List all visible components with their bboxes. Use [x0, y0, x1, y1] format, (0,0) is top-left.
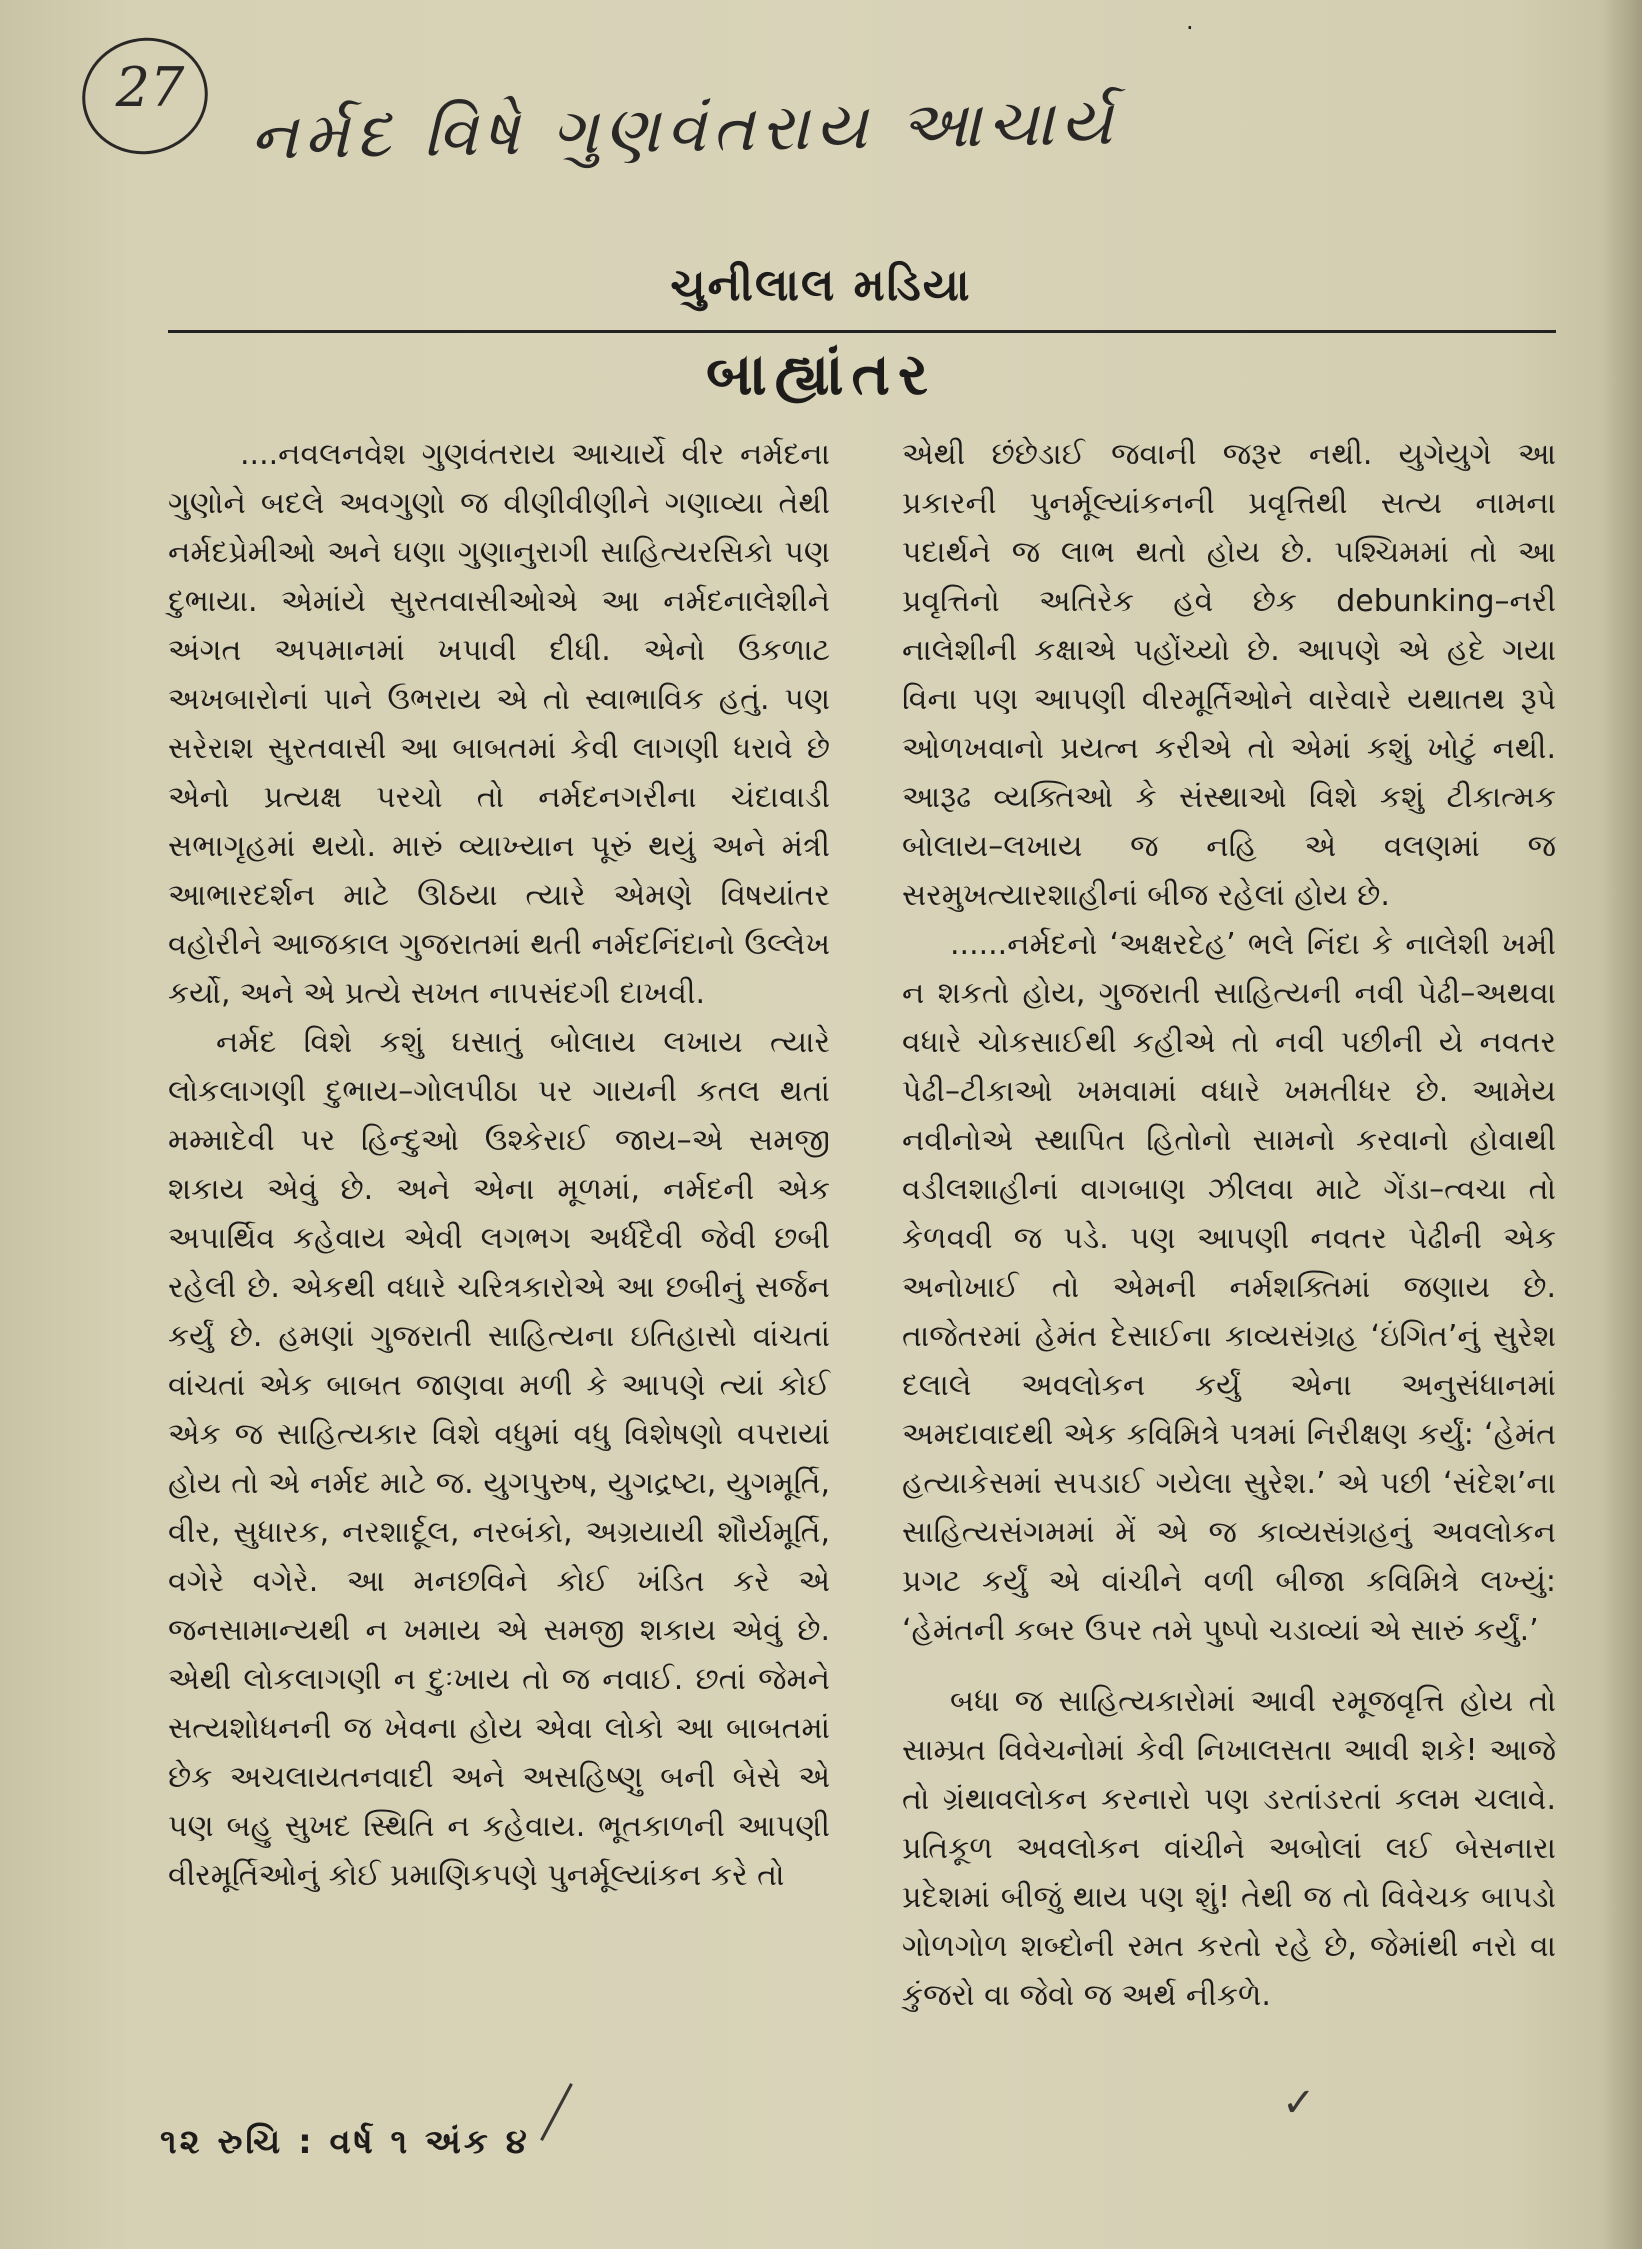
- header-rule: [168, 330, 1556, 333]
- author-name: ચુનીલાલ મડિયા: [670, 260, 972, 311]
- paragraph: એથી છંછેડાઈ જવાની જરૂર નથી. યુગેયુગે આ પ્રકારની પુનર્મૂલ્યાંકનની પ્રવૃત્તિથી સત્ય નામના પદાર્થને જ લાભ થતો હોય છે. પશ્ચિમમાં તો આ પ્રવૃત્તિનો અતિરેક હવે છેક debunking–નરી નાલેશીની કક્ષાએ પહોંચ્યો છે. આપણે એ હદે ગયા વિના પણ આપણી વીરમૂર્તિઓને વારેવારે યથાતથ રૂપે ઓળખવાનો પ્રયત્ન કરીએ તો એમાં કશું ખોટું નથી. આરૂઢ વ્યક્તિઓ કે સંસ્થાઓ વિશે કશું ટીકાત્મક બોલાય–લખાય જ નહિ એ વલણમાં જ સરમુખત્યારશાહીનાં બીજ રહેલાં હોય છે.: [902, 437, 1556, 913]
- handwritten-title: નર્મદ વિષે ગુણવંતરાય આચાર્ય: [249, 85, 1120, 175]
- paragraph: બધા જ સાહિત્યકારોમાં આવી રમૂજવૃત્તિ હોય તો સામ્પ્રત વિવેચનોમાં કેવી નિખાલસતા આવી શકે! આજે તો ગ્રંથાવલોકન કરનારો પણ ડરતાંડરતાં કલમ ચલાવે. પ્રતિકૂળ અવલોકન વાંચીને અબોલાં લઈ બેસનારા પ્રદેશમાં બીજું થાય પણ શું! તેથી જ તો વિવેચક બાપડો ગોળગોળ શબ્દોની રમત કરતો રહે છે, જેમાંથી નરો વા કુંજરો વા જેવો જ અર્થ નીકળે.: [902, 1684, 1556, 2013]
- speck: ·: [1186, 14, 1194, 42]
- paragraph: ....નવલનવેશ ગુણવંતરાય આચાર્યે વીર નર્મદના ગુણોને બદલે અવગુણો જ વીણીવીણીને ગણાવ્યા તેથી નર્મદપ્રેમીઓ અને ઘણા ગુણાનુરાગી સાહિત્યરસિકો પણ દુભાયા. એમાંયે સુરતવાસીઓએ આ નર્મદનાલેશીને અંગત અપમાનમાં ખપાવી દીધી. એનો ઉકળાટ અખબારોનાં પાને ઉભરાય એ તો સ્વાભાવિક હતું. પણ સરેરાશ સુરતવાસી આ બાબતમાં કેવી લાગણી ધરાવે છે એનો પ્રત્યક્ષ પરચો તો નર્મદનગરીના ચંદાવાડી સભાગૃહમાં થયો. મારું વ્યાખ્યાન પૂરું થયું અને મંત્રી આભારદર્શન માટે ઊઠયા ત્યારે એમણે વિષયાંતર વહોરીને આજકાલ ગુજરાતમાં થતી નર્મદનિંદાનો ઉલ્લેખ કર્યો, અને એ પ્રત્યે સખત નાપસંદગી દાખવી.: [168, 437, 830, 1011]
- page-footer: ૧૨ રુચિ : વર્ષ ૧ અંક ૪: [160, 2122, 530, 2162]
- paragraph: ......નર્મદનો ‘અક્ષરદેહ’ ભલે નિંદા કે નાલેશી ખમી ન શકતો હોય, ગુજરાતી સાહિત્યની નવી પેઢી–અથવા વધારે ચોકસાઈથી કહીએ તો નવી પછીની યે નવતર પેઢી–ટીકાઓ ખમવામાં વધારે ખમતીધર છે. આમેય નવીનોએ સ્થાપિત હિતોનો સામનો કરવાનો હોવાથી વડીલશાહીનાં વાગબાણ ઝીલવા માટે ગેંડા–ત્વચા તો કેળવવી જ પડે. પણ આપણી નવતર પેઢીની એક અનોખાઈ તો એમની નર્મશક્તિમાં જણાય છે. તાજેતરમાં હેમંત દેસાઈના કાવ્યસંગ્રહ ‘ઇંગિત’નું સુરેશ દલાલે અવલોકન કર્યું એના અનુસંધાનમાં અમદાવાદથી એક કવિમિત્રે પત્રમાં નિરીક્ષણ કર્યું: ‘હેમંત હત્યાકેસમાં સપડાઈ ગયેલા સુરેશ.’ એ પછી ‘સંદેશ’ના સાહિત્યસંગમમાં મેં એ જ કાવ્યસંગ્રહનું અવલોકન પ્રગટ કર્યું એ વાંચીને વળી બીજા કવિમિત્રે લખ્યું: ‘હેમંતની કબર ઉપર તમે પુષ્પો ચડાવ્યાં એ સારું કર્યું.’: [902, 927, 1556, 1648]
- column-heading: બાહ્યાંતર: [705, 340, 936, 408]
- handwritten-page-number: 27: [115, 56, 185, 119]
- page-edge-shadow: [1602, 0, 1642, 2249]
- paragraph: નર્મદ વિશે કશું ઘસાતું બોલાય લખાય ત્યારે લોકલાગણી દુભાય–ગોલપીઠા પર ગાયની કતલ થતાં મમ્માદેવી પર હિન્દુઓ ઉશ્કેરાઈ જાય–એ સમજી શકાય એવું છે. અને એના મૂળમાં, નર્મદની એક અપાર્થિવ કહેવાય એવી લગભગ અર્ધદૈવી જેવી છબી રહેલી છે. એકથી વધારે ચરિત્રકારોએ આ છબીનું સર્જન કર્યું છે. હમણાં ગુજરાતી સાહિત્યના ઇતિહાસો વાંચતાં વાંચતાં એક બાબત જાણવા મળી કે આપણે ત્યાં કોઈ એક જ સાહિત્યકાર વિશે વધુમાં વધુ વિશેષણો વપરાયાં હોય તો એ નર્મદ માટે જ. યુગપુરુષ, યુગદ્રષ્ટા, યુગમૂર્તિ, વીર, સુધારક, નરશાર્દૂલ, નરબંકો, અગ્રયાયી શૌર્યમૂર્તિ, વગેરે વગેરે. આ મનછવિને કોઈ ખંડિત કરે એ જનસામાન્યથી ન ખમાય એ સમજી શકાય એવું છે. એથી લોકલાગણી ન દુઃખાય તો જ નવાઈ. છતાં જેમને સત્યશોધનની જ ખેવના હોય એવા લોકો આ બાબતમાં છેક અચલાયતનવાદી અને અસહિષ્ણુ બની બેસે એ પણ બહુ સુખદ સ્થિતિ ન કહેવાય. ભૂતકાળની આપણી વીરમૂર્તિઓનું કોઈ પ્રમાણિકપણે પુનર્મૂલ્યાંકન કરે તો: [168, 1025, 830, 1893]
- left-column: [168, 430, 830, 1900]
- pen-tick-mark: [540, 2083, 573, 2141]
- right-column: [902, 430, 1556, 2020]
- pen-check-mark: ✓: [1282, 2080, 1316, 2126]
